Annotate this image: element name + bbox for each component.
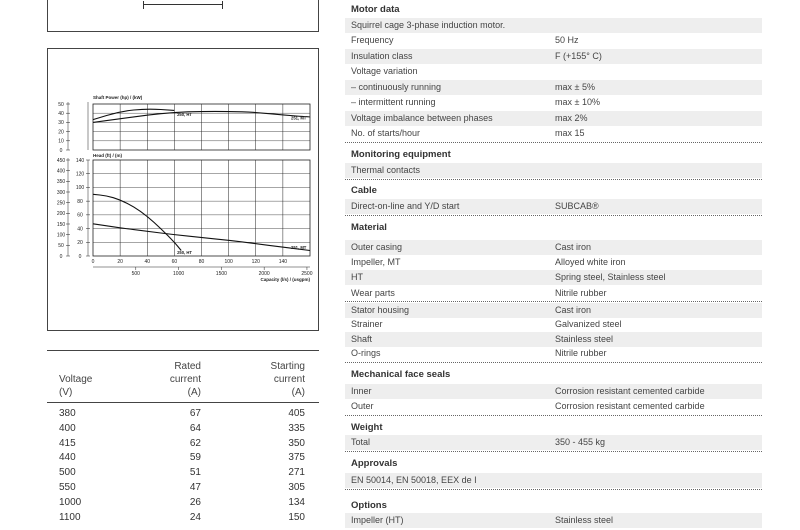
x-ls-tick-label: 60 [171,259,178,265]
x-gpm-tick-label: 1000 [173,271,185,277]
header-rated-line2: current [169,374,201,385]
head-m-tick-label: 0 [78,253,82,260]
power-tick-label: 30 [58,120,64,127]
starting-current-cell: 350 [288,437,305,449]
starting-current-cell: 150 [288,511,305,523]
spec-label: Impeller (HT) [351,515,404,525]
spec-label: Direct-on-line and Y/D start [351,201,460,211]
spec-value: Galvanized steel [555,319,622,329]
spec-label: Impeller, MT [351,257,401,267]
spec-value: Alloyed white iron [555,257,626,267]
material-row [345,240,762,255]
table-row [47,422,319,437]
spec-label: Inner [351,386,372,396]
head-m-tick-label: 60 [77,212,83,219]
power-tick-label: 20 [58,129,64,136]
rated-current-cell: 24 [189,511,201,523]
seal-row [345,384,762,399]
spec-label: Outer [351,401,374,411]
spec-value: Corrosion resistant cemented carbide [555,401,705,411]
spec-value: max ± 5% [555,82,595,92]
power-curve-ht [93,109,174,119]
voltage-cell: 550 [59,481,76,493]
section-title-material: Material [351,222,387,233]
spec-label: HT [351,272,363,282]
spec-label: Shaft [351,334,373,344]
head-ft-tick-label: 300 [56,189,66,196]
x-axis-title: Capacity (l/s) / (usgpm) [260,277,310,282]
head-ft-tick-label: 400 [56,168,66,175]
voltage-cell: 440 [59,452,76,464]
section-title-approvals: Approvals [351,458,398,469]
rated-current-cell: 67 [189,408,201,419]
starting-current-cell: 271 [288,467,305,479]
seal-row [345,399,762,414]
head-ft-tick-label: 0 [59,253,63,260]
voltage-cell: 500 [59,467,76,479]
section-divider [345,179,762,180]
cable-row [345,199,762,214]
material-row [345,332,762,347]
spec-label: Total [351,437,371,447]
head-ft-tick-label: 250 [56,200,66,207]
motor-row [345,49,762,64]
head-ft-tick-label: 200 [56,211,66,218]
head-ft-tick-label: 100 [56,232,66,239]
motor-row [345,64,762,79]
head-ft-tick-label: 50 [58,243,64,250]
voltage-table-body [47,407,319,525]
x-ls-tick-label: 100 [224,259,233,265]
head-ft-tick-label: 450 [56,157,66,164]
spec-value: Stainless steel [555,515,614,525]
rated-current-cell: 26 [189,496,201,508]
spec-label: Voltage imbalance between phases [351,113,493,123]
spec-label: Squirrel cage 3-phase induction motor. [351,20,506,30]
spec-label: Insulation class [351,51,413,61]
voltage-cell: 380 [59,408,76,419]
spec-label: Frequency [351,35,394,45]
head-m-tick-label: 80 [77,198,83,205]
x-gpm-tick-label: 2500 [301,271,313,277]
x-gpm-tick-label: 2000 [258,271,270,277]
spec-label: No. of starts/hour [351,128,421,138]
rated-current-cell: 59 [189,452,201,464]
dimension-drawing-box [47,0,319,32]
spec-label: O-rings [351,348,381,358]
power-tick-label: 40 [58,111,64,117]
starting-current-cell: 405 [288,408,305,419]
section-divider [345,215,762,216]
rated-current-cell: 62 [189,437,201,449]
rated-current-cell: 51 [189,467,201,479]
section-divider [345,142,762,143]
power-ht-label: 250, HT [177,111,192,117]
section-title-options: Options [351,500,387,511]
spec-value: Spring steel, Stainless steel [555,272,666,282]
voltage-cell: 1000 [59,496,82,508]
x-ls-tick-label: 20 [117,259,123,265]
motor-description-row [345,18,762,33]
table-row [47,407,319,422]
section-title-seals: Mechanical face seals [351,369,451,380]
motor-row [345,126,762,141]
header-rated-line3: (A) [187,387,201,398]
power-axis-title: Shaft Power (hp) / (kW) [93,95,143,100]
spec-label: Thermal contacts [351,165,421,175]
section-divider [345,301,762,302]
material-row [345,317,762,332]
head-m-tick-label: 120 [75,171,85,178]
head-m-tick-label: 140 [75,157,85,164]
starting-current-cell: 335 [288,422,305,434]
spec-value: Nitrile rubber [555,348,607,358]
spec-label: – intermittent running [351,97,436,107]
section-title-cable: Cable [351,185,377,196]
spec-label: Strainer [351,319,383,329]
starting-current-cell: 375 [288,452,305,464]
dimension-line [143,4,223,5]
power-mt-label: 251, MT [291,115,307,121]
motor-row [345,33,762,48]
voltage-cell: 415 [59,437,76,449]
voltage-cell: 1100 [59,511,81,523]
material-row [345,255,762,270]
table-row [47,437,319,452]
options-row [345,513,762,528]
section-divider [345,415,762,416]
weight-row [345,435,762,450]
header-starting-line1: Starting [270,361,305,372]
table-row [47,496,319,511]
motor-row [345,95,762,110]
head-ht-label: 250, HT [177,249,192,255]
spec-label: Voltage variation [351,66,418,76]
section-title-monitoring: Monitoring equipment [351,149,451,160]
motor-row [345,111,762,126]
header-starting-line2: current [273,374,305,385]
header-starting-line3: (A) [291,387,305,398]
starting-current-cell: 134 [288,496,305,508]
head-m-tick-label: 20 [77,240,83,247]
rated-current-cell: 64 [189,422,201,434]
header-rated [167,360,201,399]
head-mt-label: 251, MT [291,245,307,251]
head-m-tick-label: 100 [75,185,85,192]
spec-value: max ± 10% [555,97,600,107]
voltage-table [47,350,319,525]
spec-value: Cast iron [555,242,592,252]
rated-current-cell: 47 [189,481,201,493]
power-tick-label: 0 [59,147,63,154]
section-divider [345,362,762,363]
spec-value: SUBCAB® [555,201,599,211]
power-tick-label: 10 [58,138,64,145]
header-voltage [59,373,92,399]
spec-value: Cast iron [555,305,592,315]
table-row [47,466,319,481]
header-voltage-line2: (V) [59,387,73,398]
performance-chart [48,49,320,332]
spec-value: Corrosion resistant cemented carbide [555,386,705,396]
spec-value: F (+155° C) [555,51,602,61]
x-gpm-tick-label: 500 [131,271,140,277]
approvals-row [345,473,762,488]
head-axis-title: Head (ft) / (m) [93,153,122,158]
spec-value: Stainless steel [555,334,614,344]
spec-value: 350 - 455 kg [555,437,606,447]
header-rated-line1: Rated [174,361,201,372]
material-row [345,270,762,285]
spec-label: Wear parts [351,288,395,298]
spec-label: Outer casing [351,242,403,252]
header-starting [259,360,305,399]
x-ls-tick-label: 80 [198,259,205,265]
spec-label: Stator housing [351,305,410,315]
starting-current-cell: 305 [288,481,305,493]
monitoring-row [345,163,762,178]
performance-curve-box [47,48,319,331]
x-gpm-tick-label: 1500 [215,271,227,277]
spec-value: max 2% [555,113,588,123]
spec-label: – continuously running [351,82,442,92]
x-ls-tick-label: 40 [144,259,151,265]
motor-row [345,80,762,95]
spec-value: Nitrile rubber [555,288,607,298]
x-ls-tick-label: 0 [91,259,95,265]
power-tick-label: 50 [58,101,64,108]
section-title-motor: Motor data [351,4,400,15]
head-curve-ht [93,194,181,250]
spec-label: EN 50014, EN 50018, EEX de I [351,475,477,485]
material-row [345,303,762,318]
spec-value: 50 Hz [555,35,579,45]
table-row [47,481,319,496]
section-title-weight: Weight [351,422,383,433]
head-m-tick-label: 40 [77,226,83,233]
head-ft-tick-label: 150 [56,221,66,228]
voltage-cell: 400 [59,422,76,434]
section-divider [345,489,762,490]
header-voltage-line1: Voltage [59,374,93,385]
material-row [345,286,762,301]
table-row [47,451,319,466]
head-ft-tick-label: 350 [56,179,66,186]
spec-value: max 15 [555,128,585,138]
table-row [47,511,319,526]
x-ls-tick-label: 120 [251,259,260,265]
voltage-table-header [47,351,319,403]
x-ls-tick-label: 140 [278,259,288,265]
material-row [345,346,762,361]
section-divider [345,451,762,452]
